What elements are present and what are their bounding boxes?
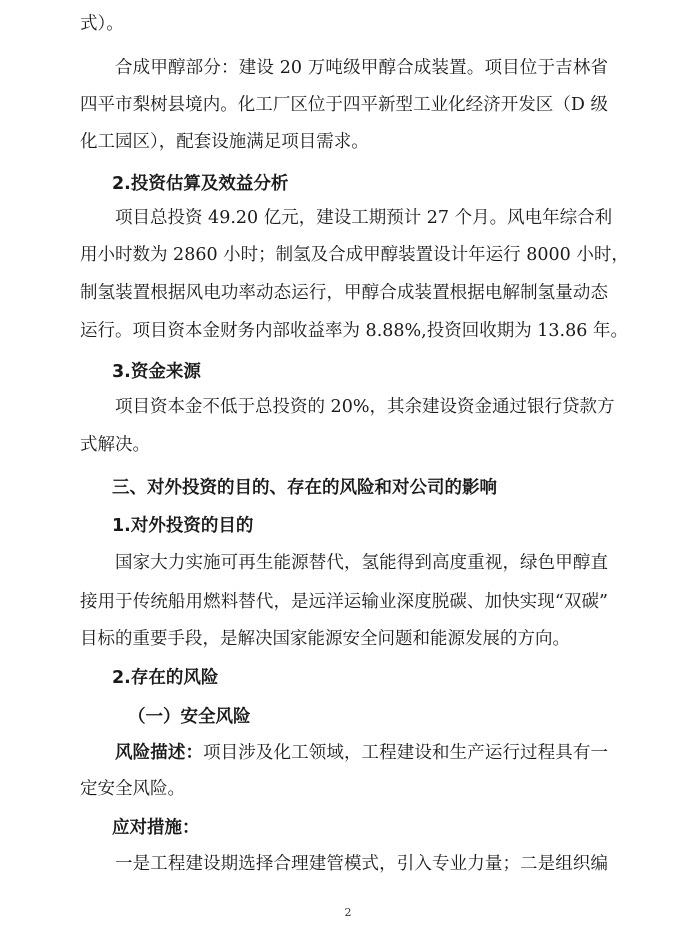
text-line: 项目资本金不低于总投资的 20%，其余建设资金通过银行贷款方 [115,397,615,417]
subsection-heading: （一）安全风险 [128,707,251,727]
text-line: 项目总投资 49.20 亿元，建设工期预计 27 个月。风电年综合利 [115,208,613,228]
text-line: 制氢装置根据风电功率动态运行，甲醇合成装置根据电解制氢量动态 [80,283,608,303]
risk-description-text: 项目涉及化工领域，工程建设和生产运行过程具有一 [203,743,609,763]
text-line: 一是工程建设期选择合理建管模式，引入专业力量；二是组织编 [115,854,608,874]
text-line: 目标的重要手段，是解决国家能源安全问题和能源发展的方向。 [80,629,570,649]
text-line: 国家大力实施可再生能源替代，氢能得到高度重视，绿色甲醇直 [115,553,608,573]
text-line: 定安全风险。 [80,779,185,799]
page-number: 2 [344,906,352,919]
text-line: 用小时数为 2860 小时；制氢及合成甲醇装置设计年运行 8000 小时， [80,245,629,265]
section-heading: 3.资金来源 [112,362,201,382]
chapter-heading: 三、对外投资的目的、存在的风险和对公司的影响 [112,478,497,498]
risk-description-label: 风险描述： [115,743,204,763]
section-heading: 2.存在的风险 [112,668,219,688]
measures-label: 应对措施： [112,818,200,838]
text-line: 运行。项目资本金财务内部收益率为 8.88%,投资回收期为 13.86 年。 [80,321,628,341]
text-line: 式）。 [80,14,124,34]
text-line: 四平市梨树县境内。化工厂区位于四平新型工业化经济开发区（D 级 [80,95,608,115]
section-heading: 2.投资估算及效益分析 [112,174,289,194]
text-line: 合成甲醇部分：建设 20 万吨级甲醇合成装置。项目位于吉林省 [115,58,608,78]
section-heading: 1.对外投资的目的 [112,516,254,536]
text-line: 接用于传统船用燃料替代，是远洋运输业深度脱碳、加快实现“双碳” [80,592,608,612]
text-line: 式解决。 [80,435,150,455]
text-line: 化工园区），配套设施满足项目需求。 [80,132,369,152]
risk-description-line [115,741,608,765]
